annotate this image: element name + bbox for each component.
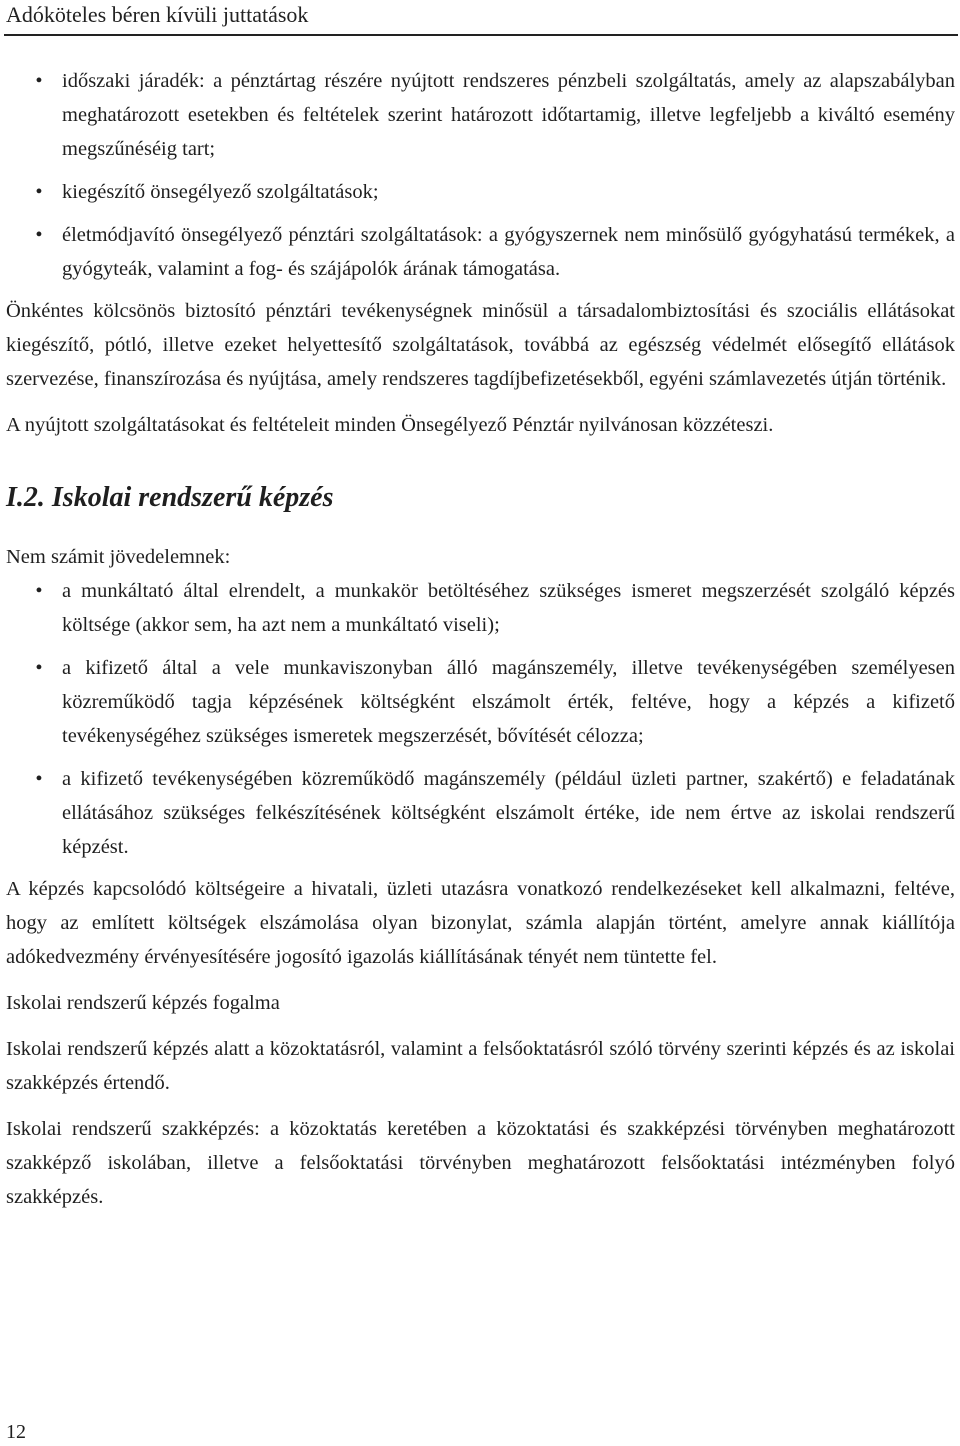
bullet-list-training bbox=[6, 574, 955, 864]
running-header-title: Adóköteles béren kívüli juttatások bbox=[6, 2, 309, 27]
page-content bbox=[6, 64, 955, 1214]
list-item-text: a kifizető tevékenységében közreműködő magánszemély (például üzleti partner, szakértő) e feladatának ellátásához szükséges felkészítésének költségként elszámolt értéke, ide nem értve az iskolai rendszerű képzést. bbox=[62, 768, 955, 858]
paragraph-vocational-training: Iskolai rendszerű szakképzés: a közoktatás keretében a közoktatási és szakképzési törvényben meghatározott szakképző iskolában, illetve a felsőoktatási törvényben meghatározott felsőoktatási intézményben folyó szakképzés. bbox=[6, 1118, 955, 1208]
list-item bbox=[6, 651, 955, 753]
running-header bbox=[4, 0, 958, 36]
bullet-icon: • bbox=[35, 580, 43, 602]
list-item bbox=[6, 762, 955, 864]
section-heading: I.2. Iskolai rendszerű képzés bbox=[6, 482, 334, 513]
subheading-school-training-definition: Iskolai rendszerű képzés fogalma bbox=[6, 992, 280, 1014]
list-item-text: a munkáltató által elrendelt, a munkakör betöltéséhez szükséges ismeret megszerzését szolgáló képzés költsége (akkor sem, ha azt nem a munkáltató viseli); bbox=[62, 580, 955, 636]
list-item-text: életmódjavító önsegélyező pénztári szolgáltatások: a gyógyszernek nem minősülő gyógyhatású termékek, a gyógyteák, valamint a fog- és szájápolók árának támogatása. bbox=[62, 224, 955, 280]
bullet-icon: • bbox=[35, 768, 43, 790]
paragraph-published-services: A nyújtott szolgáltatásokat és feltételeit minden Önsegélyező Pénztár nyilvánosan közzéteszi. bbox=[6, 414, 774, 436]
list-item bbox=[6, 574, 955, 642]
bullet-icon: • bbox=[35, 657, 43, 679]
list-item-text: időszaki járadék: a pénztártag részére nyújtott rendszeres pénzbeli szolgáltatás, amely az alapszabályban meghatározott esetekben és feltételek szerint határozott időtartamig, illetve legfeljebb a kiváltó esemény megszűnéséig tart; bbox=[62, 70, 955, 160]
paragraph-fund-activity: Önkéntes kölcsönös biztosító pénztári tevékenységnek minősül a társadalombiztosítási és szociális ellátásokat kiegészítő, pótló, illetve ezeket helyettesítő szolgáltatások, továbbá az egészség védelmét elősegítő ellátások szervezése, finanszírozása és nyújtása, amely rendszeres tagdíjbefizetésekből, egyéni számlavezetés útján történik. bbox=[6, 300, 955, 390]
list-item-text: a kifizető által a vele munkaviszonyban álló magánszemély, illetve tevékenységében személyesen közreműködő tagja képzésének költségként elszámolt érték, feltéve, hogy a képzés a kifizető tevékenységéhez szükséges ismeretek megszerzését, bővítését célozza; bbox=[62, 657, 955, 747]
bullet-icon: • bbox=[35, 70, 43, 92]
bullet-icon: • bbox=[35, 224, 43, 246]
page-number: 12 bbox=[6, 1421, 26, 1443]
list-item bbox=[6, 175, 955, 209]
list-item bbox=[6, 218, 955, 286]
bullet-list-fund-services bbox=[6, 64, 955, 286]
paragraph-training-costs: A képzés kapcsolódó költségeire a hivatali, üzleti utazásra vonatkozó rendelkezéseket kell alkalmazni, feltéve, hogy az említett költségek elszámolása olyan bizonylat, számla alapján történt, amelyre annak kiállítója adókedvezmény érvényesítésére jogosító igazolás kiállításának tényét nem tüntette fel. bbox=[6, 878, 955, 968]
paragraph-school-training: Iskolai rendszerű képzés alatt a közoktatásról, valamint a felsőoktatásról szóló törvény szerinti képzés és az iskolai szakképzés értendő. bbox=[6, 1038, 955, 1094]
paragraph-not-income: Nem számit jövedelemnek: bbox=[6, 546, 231, 568]
bullet-icon: • bbox=[35, 181, 43, 203]
list-item bbox=[6, 64, 955, 166]
list-item-text: kiegészítő önsegélyező szolgáltatások; bbox=[62, 181, 379, 203]
